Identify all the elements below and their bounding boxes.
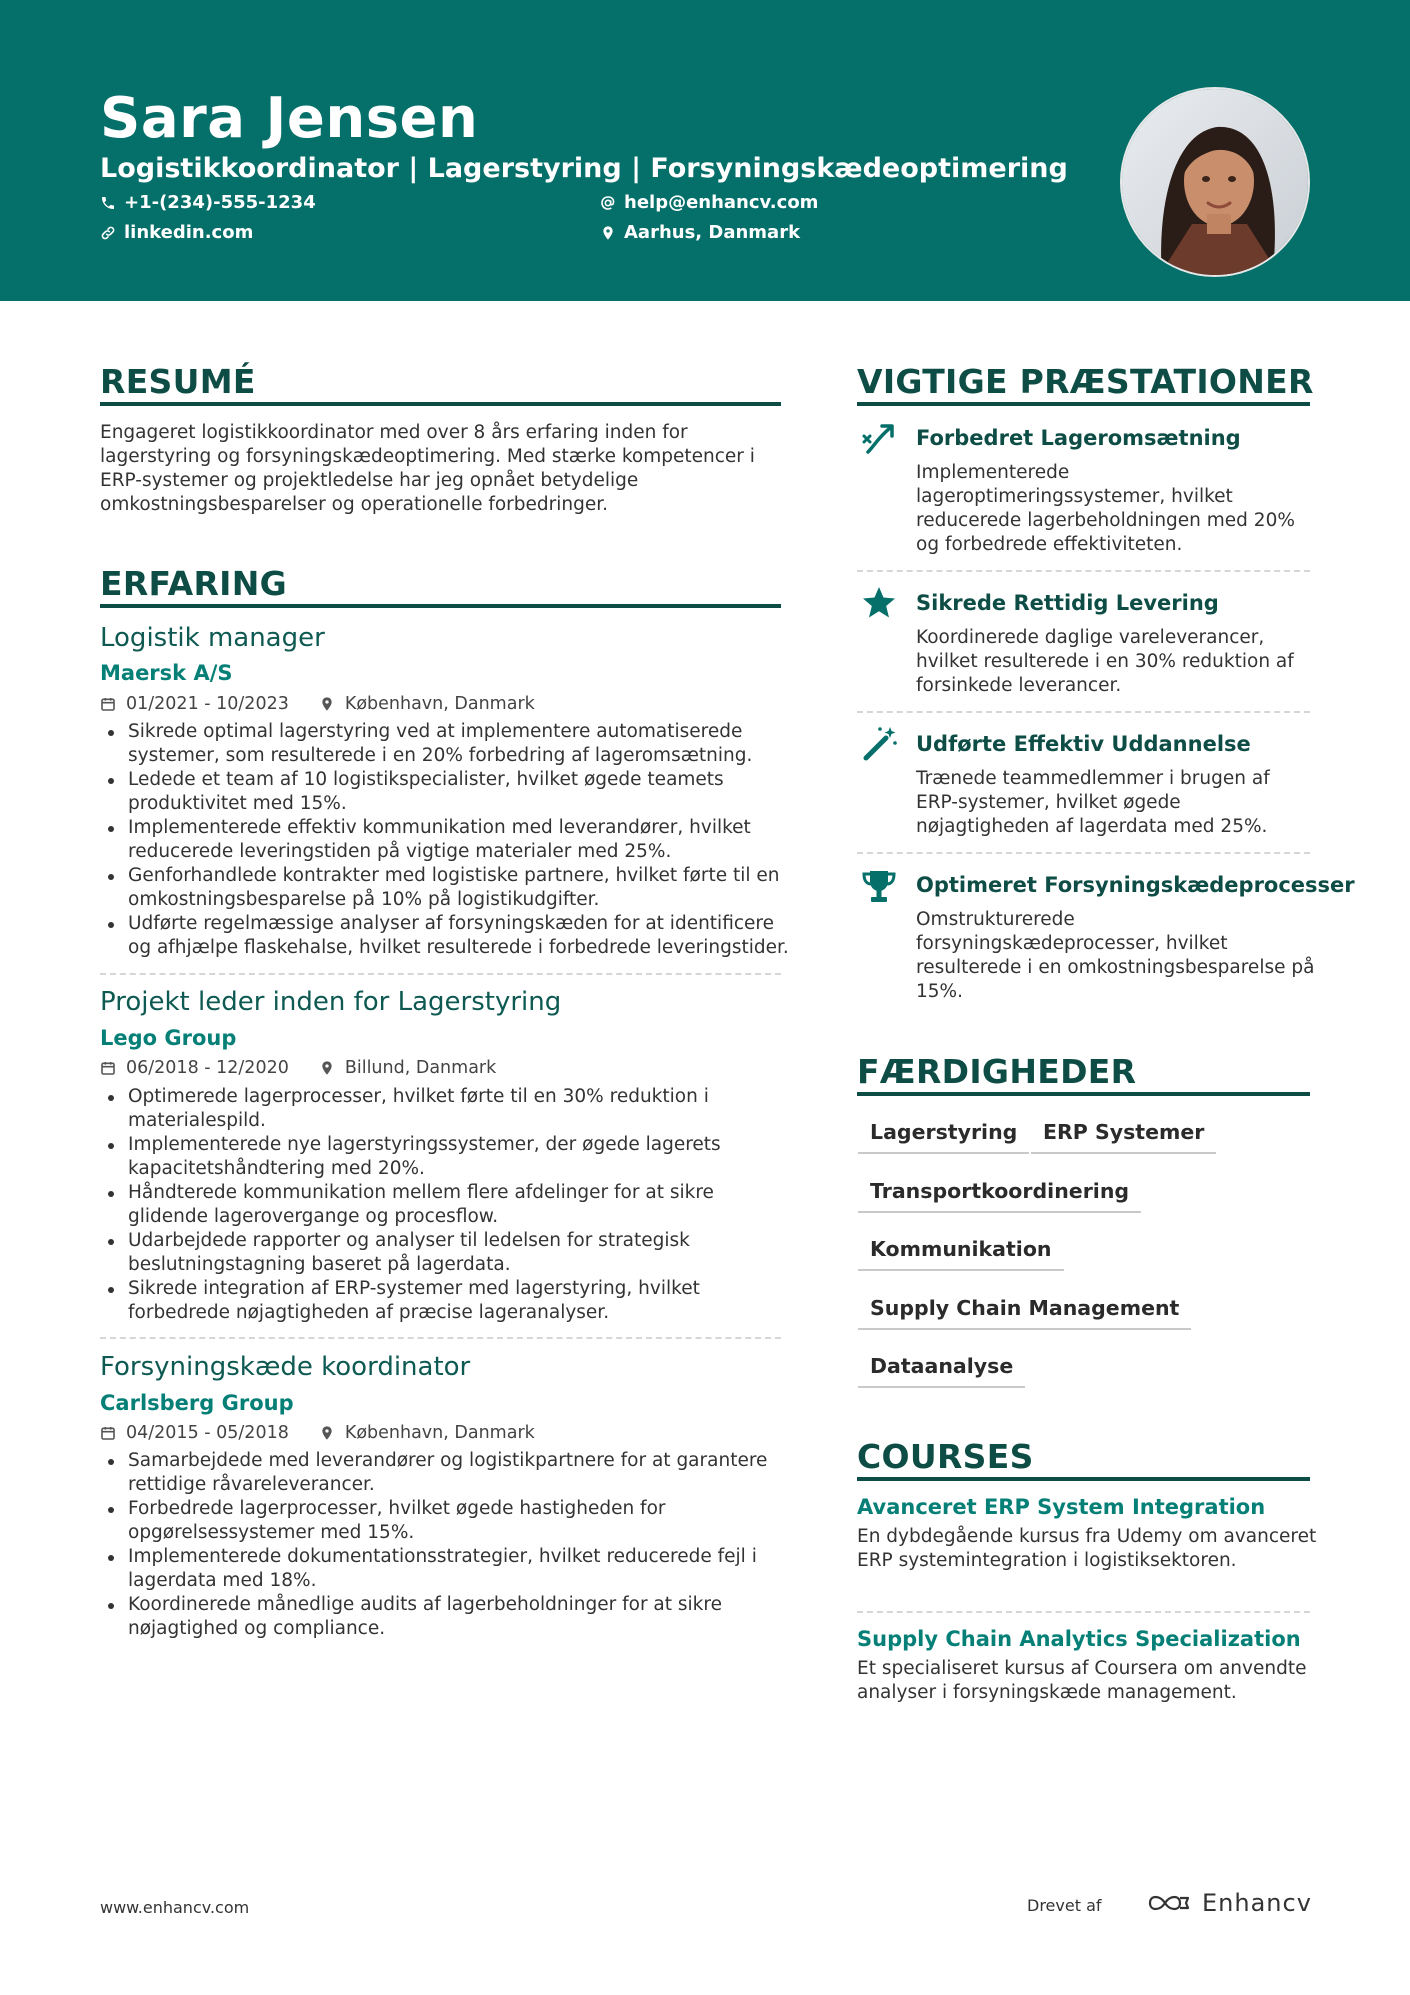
achievement-title: Udførte Effektiv Uddannelse [916, 732, 1251, 756]
skill-tag: Lagerstyring [858, 1118, 1029, 1154]
list-item: Sikrede integration af ERP-systemer med lagerstyring, hvilket forbedrede nøjagtigheden af præcise lageranalyser. [100, 1277, 790, 1325]
achievement-text: Omstrukturerede forsyningskædeprocesser, hvilket resulterede i en omkostningsbesparelse på 15%. [916, 909, 1315, 1002]
course-text: En dybdegående kursus fra Udemy om avanceret ERP systemintegration i logistiksektoren. [857, 1526, 1317, 1571]
achievement-text: Koordinerede daglige vareleverancer, hvilket resulterede i en 30% reduktion af forsinkede leverancer. [916, 627, 1294, 696]
phone-icon [100, 195, 116, 211]
achievement-title: Forbedret Lageromsætning [916, 426, 1241, 450]
divider [100, 973, 781, 975]
list-item: Udarbejdede rapporter og analyser til ledelsen for strategisk beslutningstagning baseret på lagerdata. [100, 1229, 790, 1277]
divider [100, 1337, 781, 1339]
list-item: Ledede et team af 10 logistikspecialister, hvilket øgede teamets produktivitet med 15%. [100, 768, 790, 816]
location-pin-icon [319, 696, 335, 712]
location-pin-icon [319, 1060, 335, 1076]
list-item: Koordinerede månedlige audits af lagerbeholdninger for at sikre nøjagtighed og compliance. [100, 1593, 790, 1641]
location-pin-icon [319, 1425, 335, 1441]
contact-linkedin[interactable] [100, 221, 253, 245]
job-meta [100, 1421, 535, 1445]
footer-brand[interactable] [1146, 1889, 1312, 1917]
job-location: Billund, Danmark [344, 1058, 497, 1078]
location-text: Aarhus, Danmark [624, 222, 801, 243]
link-icon [100, 225, 116, 241]
list-item: Implementerede nye lagerstyringssystemer, der øgede lagerets kapacitetshåndtering med 20%. [100, 1133, 790, 1181]
summary-text: Engageret logistikkoordinator med over 8 års erfaring inden for lagerstyring og forsyningskædeoptimering. Med stærke kompetencer i ERP-systemer og projektledelse har jeg opnået betydelige omkostningsbesparelser og operationelle forbedringer. [100, 422, 755, 515]
experience-rule [100, 604, 781, 608]
skills-heading: FÆRDIGHEDER [857, 1052, 1137, 1091]
achievement-text: Trænede teammedlemmer i brugen af ERP-systemer, hvilket øgede nøjagtigheden af lagerdata med 25%. [916, 768, 1270, 837]
calendar-icon [100, 696, 116, 712]
email-text: help@enhancv.com [624, 192, 819, 213]
trophy-icon [860, 867, 898, 905]
job-title: Projekt leder inden for Lagerstyring [100, 987, 562, 1017]
magic-wand-icon [860, 724, 898, 762]
enhancv-logo-icon [1146, 1892, 1192, 1914]
summary-heading: RESUMÉ [100, 362, 256, 401]
skill-tag: Supply Chain Management [858, 1294, 1191, 1330]
skill-tag: Kommunikation [858, 1235, 1064, 1271]
job-company: Carlsberg Group [100, 1391, 294, 1415]
job-location: København, Danmark [344, 694, 535, 714]
divider [857, 852, 1310, 854]
list-item: Optimerede lagerprocesser, hvilket førte til en 30% reduktion i materialespild. [100, 1085, 790, 1133]
achievements-heading: VIGTIGE PRÆSTATIONER [857, 362, 1314, 401]
linkedin-text: linkedin.com [124, 222, 254, 243]
candidate-name: Sara Jensen [100, 86, 479, 151]
job-dates: 04/2015 - 05/2018 [126, 1423, 289, 1443]
divider [857, 711, 1310, 713]
phone-text: +1-(234)-555-1234 [124, 192, 316, 213]
headline: Logistikkoordinator | Lagerstyring | Forsyningskædeoptimering [100, 153, 1068, 184]
list-item: Håndterede kommunikation mellem flere afdelinger for at sikre glidende lagerovergange og procesflow. [100, 1181, 790, 1229]
skill-tag: ERP Systemer [1031, 1118, 1216, 1154]
contact-location [600, 221, 800, 245]
list-item: Udførte regelmæssige analyser af forsyningskæden for at identificere og afhjælpe flaskehalse, hvilket resulterede i forbedrede leveringstider. [100, 912, 790, 960]
brand-name: Enhancv [1202, 1889, 1312, 1917]
list-item: Forbedrede lagerprocesser, hvilket øgede hastigheden for opgørelsessystemer med 15%. [100, 1497, 790, 1545]
job-company: Maersk A/S [100, 661, 233, 685]
list-item: Genforhandlede kontrakter med logistiske partnere, hvilket førte til en omkostningsbesparelse på 10% på logistikudgifter. [100, 864, 790, 912]
job-title: Logistik manager [100, 623, 325, 653]
skills-rule [857, 1092, 1310, 1096]
divider [857, 1611, 1310, 1613]
job-bullets [100, 1085, 790, 1325]
job-bullets [100, 720, 790, 960]
course-title: Avanceret ERP System Integration [857, 1495, 1266, 1519]
calendar-icon [100, 1425, 116, 1441]
list-item: Samarbejdede med leverandører og logistikpartnere for at garantere rettidige råvareleverancer. [100, 1449, 790, 1497]
skill-tag: Transportkoordinering [858, 1177, 1141, 1213]
skill-tag: Dataanalyse [858, 1352, 1025, 1388]
course-title: Supply Chain Analytics Specialization [857, 1627, 1301, 1651]
job-meta [100, 1056, 496, 1080]
achievement-text: Implementerede lageroptimeringssystemer, hvilket reducerede lagerbeholdningen med 20% og forbedrede effektiviteten. [916, 462, 1295, 555]
footer-powered-by: Drevet af [1027, 1896, 1102, 1915]
contact-email[interactable] [600, 191, 818, 215]
achievement-title: Sikrede Rettidig Levering [916, 591, 1219, 615]
job-dates: 06/2018 - 12/2020 [126, 1058, 289, 1078]
contact-phone[interactable] [100, 191, 316, 215]
list-item: Implementerede dokumentationsstrategier, hvilket reducerede fejl i lagerdata med 18%. [100, 1545, 790, 1593]
star-icon [860, 584, 898, 622]
location-pin-icon [600, 225, 616, 241]
courses-heading: COURSES [857, 1437, 1034, 1476]
job-title: Forsyningskæde koordinator [100, 1352, 471, 1382]
job-meta [100, 692, 535, 716]
profile-photo [1120, 87, 1310, 277]
at-icon [600, 195, 616, 211]
achievement-title: Optimeret Forsyningskædeprocesser [916, 873, 1355, 897]
course-text: Et specialiseret kursus af Coursera om anvendte analyser i forsyningskæde management. [857, 1658, 1307, 1703]
header-banner [0, 0, 1410, 301]
divider [857, 570, 1310, 572]
courses-rule [857, 1477, 1310, 1481]
list-item: Sikrede optimal lagerstyring ved at implementere automatiserede systemer, som resulterede i en 20% forbedring af lageromsætning. [100, 720, 790, 768]
calendar-icon [100, 1060, 116, 1076]
job-company: Lego Group [100, 1026, 237, 1050]
job-location: København, Danmark [344, 1423, 535, 1443]
job-bullets [100, 1449, 790, 1641]
list-item: Implementerede effektiv kommunikation med leverandører, hvilket reducerede leveringstiden på vigtige materialer med 25%. [100, 816, 790, 864]
arrow-icon [860, 420, 898, 458]
job-dates: 01/2021 - 10/2023 [126, 694, 289, 714]
experience-heading: ERFARING [100, 564, 288, 603]
footer-website[interactable]: www.enhancv.com [100, 1898, 250, 1917]
summary-rule [100, 402, 781, 406]
achievements-rule [857, 402, 1310, 406]
